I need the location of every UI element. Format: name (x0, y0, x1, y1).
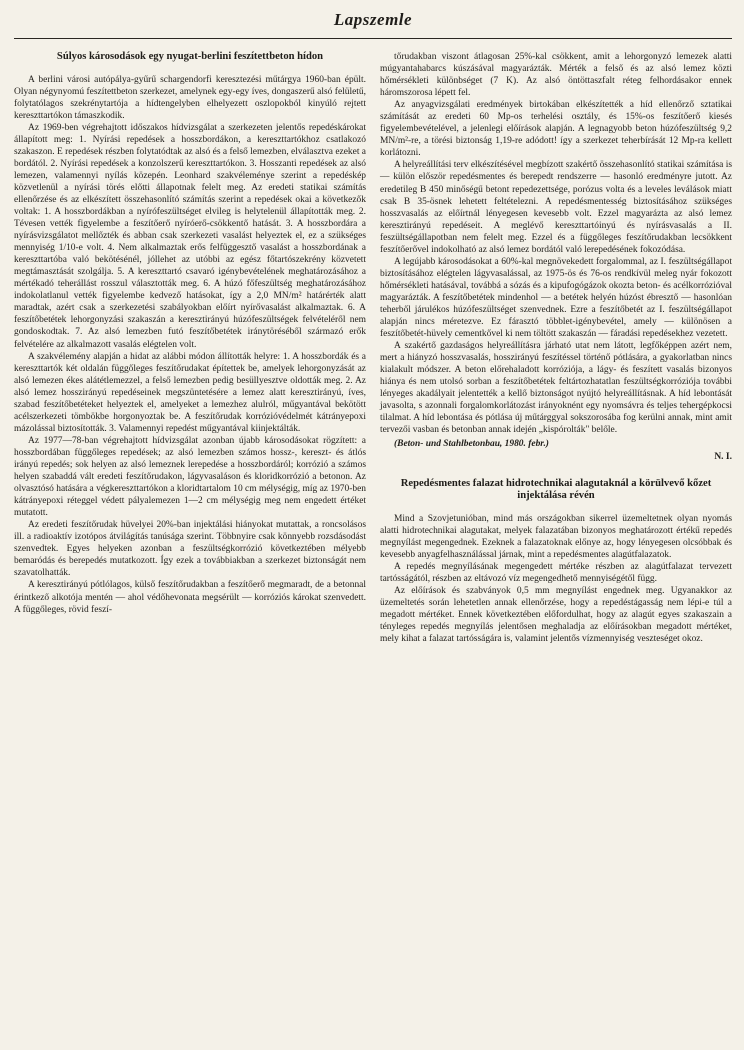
article1-left-body (14, 74, 366, 616)
paragraph: A szakértő gazdaságos helyreállításra járható utat nem látott, legfőképpen azért nem, mert a hiányzó hosszvasalás, hosszirányú feszítéssel történő pótlására, a gyakorlatban nincs kialakult módszer. A beton előrehaladott korróziója, a lágy- és feszített vasalás bizonyos hiánya és nem utolsó sorban a feszítőbetétek feltártozhatatlan feszültségkorróziója további lényeges akadályait jelentették a kellő biztonságot nyújtó helyreállításnak. A híd lebontását javasolta, s azonnali forgalomkorlátozást irányoknént egy nyomsávra és teljes tehergépkocsi tilalmat. A híd lebontása és pótlása új műtárggyal sokszorosába fog kerülni annak, mint amit tervezői vasban és betonban annak idején „kispórolták" belőle. (380, 341, 732, 436)
header-rule (14, 38, 732, 39)
article1-title: Súlyos károsodások egy nyugat-berlini feszítettbeton hídon (56, 51, 324, 62)
article2-title: Repedésmentes falazat hidrotechnikai alagutaknál a körülvevő kőzet injektálása révén (400, 477, 712, 502)
section-title: Lapszemle (333, 10, 413, 29)
paragraph: A helyreállítási terv elkészítésével megbízott szakértő összehasonlító statikai számítása is — külön először repedésmentes és berepedt rendszerre — hasonló eredményre jutott. Az eredetileg B 450 minőségű betont repedezettsége, porózus volta és a leveles leválások miatt csak B 35-ösnek lehetett feltételezni. A repedésmentesség biztosításához szükséges hosszvasalás az előírtnál lényegesen kevesebb volt. Ezzel magyarázta az alsó lemez keresztirányú repedéseit. A meglévő kereszttartóinyú és nyírásvasalás a II. feszültségállapotban nem felelt meg. Ezzel és a függőleges feszítőrudakban lecsökkent feszítőerővel indokolható az alsó lemez bordától való lerepedésének fokozódása. (380, 160, 732, 255)
paragraph: A legújabb károsodásokat a 60%-kal megnövekedett forgalommal, az I. feszültségállapot biztosításához elégtelen lágyvasalással, az 1975-ös és 76-os rendkívül meleg nyár fokozott hőmérsékleti hatásával, továbbá a sózás és a kipufogógázok okozta beton- és acélkorrózióval magyarázták. A feszítőbetétek mindenhol — a betétek helyén húzóst ébresztő — hasonlóan teherből járulékos húzófeszültséget szenvednek. Ezre a feszítőbetét az I. feszültségállapot alapján nincs méretezve. Ez fárasztó többlet-igénybevétel, amely — különösen a feszítőbetét-hüvely cementkővel ki nem töltött szakaszán — fáradási repedésekhez vezetett. (380, 256, 732, 340)
article1-signature: N. I. (714, 451, 732, 462)
paragraph: A szakvélemény alapján a hidat az alábbi módon állították helyre: 1. A hosszbordák és a kereszttartók két oldalán függőleges feszítőrudakat építettek be, amelyek lehorgonyzását az alsó lemezen ékes alátétlemezzel, a felső lemezben pedig besüllyesztve oldották meg. 2. Az alsó lemez hosszirányú repedéseinek megszüntetésére a lemez alatt keresztirányú, íves, szabad feszítőbetéteket helyeztek el, amelyeket a lemezhez alulról, műgyantával bekötött acélszerkezeti tömbökbe horgonyoztak be. A feszítőrudak korrózióvédelmét kátrányepoxi mázolással biztosították. 3. Valamennyi repedést műgyantával kiinjektálták. (14, 351, 366, 434)
two-column-layout (14, 51, 732, 645)
article1-right-body (380, 51, 732, 437)
paragraph: Az eredeti feszítőrudak hüvelyei 20%-ban injektálási hiányokat mutattak, a roncsolásos ill. a radioaktív izotópos átvilágítás tanúsága szerint. Többnyire csak könnyebb rozsdásodást szenvedtek. Egyes helyeken azonban a feszültségkorrózió következtében mélyebb bemaródás és berepedés mutatkozott. Így ezek a továbbiakban a szerkezet biztonságát nem szavatolhatták. (14, 520, 366, 579)
paragraph: A keresztirányú pótlólagos, külső feszítőrudakban a feszítőerő megmaradt, de a betonnal érintkező alkotója mentén — ahol védőhevonata megsérült — korróziós károkat szenvedett. A függőleges, rövid feszí- (14, 580, 366, 615)
paragraph: Az anyagvizsgálati eredmények birtokában elkészítették a híd ellenőrző sztatikai számítását az eredeti 60 Mp-os terhelési osztály, és 15%-os feszítőerő kiesés figyelembevételével, a jelenlegi előírások alapján. A legnagyobb beton húzófeszültség 9,2 MN/m²-re, a törési biztonság 1,19-re adódott! így a szerkezet teherbírását 12 Mp-ra kellett korlátozni. (380, 100, 732, 159)
paragraph: tőrudakban viszont átlagosan 25%-kal csökkent, amit a lehorgonyzó lemezek alatti múgyantahabarcs kúszásával magyarázták. Mérték a felső és az alsó lemez közti hőmérsékleti különbséget (7 K). Az alsó öntöttaszfalt réteg felhordásakor ennek háromszorosa lépett fel. (380, 52, 732, 99)
paragraph: A berlini városi autópálya-gyűrű schargendorfi keresztezési műtárgya 1960-ban épült. Olyan négynyomú feszítettbeton szerkezet, amelynek egy-egy íves, dongaszerű alsó felületű, folytatólagos szekrénytartója a hídtengelyben elhelyezett oszlopokból kinyúló rejtett kereszttartókon támaszkodik. (14, 74, 366, 121)
paragraph: Az 1969-ben végrehajtott időszakos hídvizsgálat a szerkezeten jelentős repedéskárokat állapított meg: 1. Nyírási repedések a hosszbordákon, a kereszttartókhoz csatlakozó szakaszon. E repedések részben folytatódtak az alsó és a felső lemezben, elválasztva ezeket a bordától. 2. Nyírási repedések a konzolszerű kereszttartókon. 3. Hosszanti repedések az alsó lemezen, valamennyi nyílás közepén. Leonhard szakvéleménye szerint a repedéskép közvetlenül a nyírási törés előtti állapotnak felelt meg. Az eredeti statikai számítás ellenőrzése és az elkészített összehasonlító számítás szerint a repedések okai a következők voltak: 1. A hosszbordákban a nyírófeszültséget elvileg is helytelenül állapították meg. 2. Tévesen vették figyelembe a feszítőerő nyíróerő-csökkentő hatását. 3. A hosszbordára a nyírásvizsgálatot mellőzték és abban csak szerkezeti vasalást helyeztek el, ez a szükséges mennyiség 1/10-e volt. 4. Nem alkalmaztak erős felfüggesztő vasalást a hosszbordának a kereszttartóba való bekötésénél, jóllehet az utóbbi az egész főtartószekrény közvetett megtámasztását szolgálja. 5. A kereszttartó csavaró igénybevételének meghatározásához a mértékadó teherállást rosszul választották meg. 6. A húzó főfeszültség meghatározásához indokolatlanul vették figyelembe kedvező hatásokat, így a 2,0 MN/m² határérték alatt maradtak, azért csak a szerkezetési szabályokban előírt nyírővasalást alkalmaztak. 6. A feszítőbetétek lehorgonyzási szakaszán a keresztirányú húzófeszültségek felvételéről nem gondoskodtak. 7. Az alsó lemezben futó feszítőbetétek iránytöréséből származó erők felvételére az alkalmazott vasalás elégtelen volt. (14, 122, 366, 350)
paragraph: Az 1977—78-ban végrehajtott hídvizsgálat azonban újabb károsodásokat rögzített: a hosszbordában függőleges repedések; az alsó lemezben számos hossz-, kereszt- és átlós irányú repedés; sok helyen az alsó lemeznek lerepedése a hosszbordáról; korrózió a számos helyen szabaddá vált eredeti feszítőrudakon, lágyvasaláson és kloridkorrózió a betonon. Az olvasztósó hatására a végkereszttartókon a kloridtartalom 10 cm mélységig, míg az 1970-ben kátrányepoxi réteggel védett pályalemezen 1—2 cm mélységig meg nem engedett értéket mutatott. (14, 435, 366, 519)
right-column (380, 51, 732, 645)
left-column (14, 51, 366, 645)
article1-source: (Beton- und Stahlbetonbau, 1980. febr.) (394, 438, 549, 449)
paragraph: Mind a Szovjetunióban, mind más országokban sikerrel üzemeltetnek olyan nyomás alatti hidrotechnikai alagutakat, melyek falazatában bizonyos meghatározott értékű repedés megnyílást megengednek. Ezeknek a falazatoknak előnye az, hogy lényegesen olcsóbbak és kevesebb anyagfelhasználással járnak, mint a repedésmentes alagútfalazatok. (380, 513, 732, 560)
paragraph: Az előírások és szabványok 0,5 mm megnyílást engednek meg. Ugyanakkor az üzemeltetés során lehetetlen annak ellenőrzése, hogy a repedéstágasság nem lépi-e túl a megadott mértéket. Ennek következtében előfordulhat, hogy az alagút egyes szakaszain a tényleges repedés megnyílás jelentősen meghaladja az előírásokban megadott mértéket, mely kihat a falazat tartósságára is, valamint jelentős vízmennyiség veszteséget okoz. (380, 585, 732, 645)
paragraph: A repedés megnyílásának megengedett mértéke részben az alagútfalazat tervezett tartósságától, részben az eltávozó víz megengedhető mennyiségétől függ. (380, 561, 732, 584)
article2-body (380, 513, 732, 646)
